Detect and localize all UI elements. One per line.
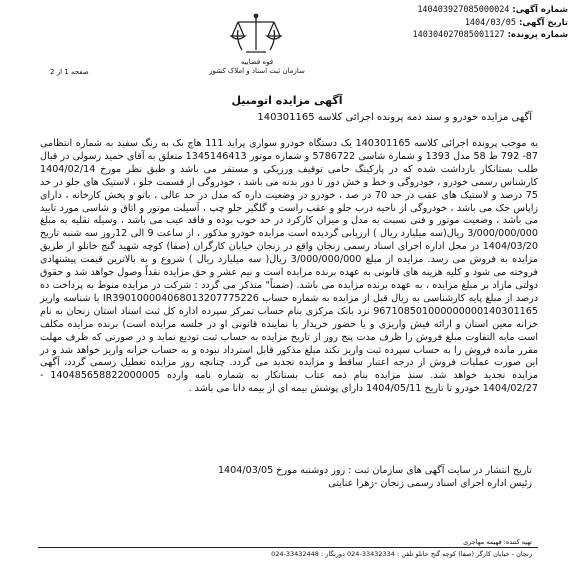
case-number: 140304027085001127: [412, 30, 505, 40]
office-address: زنجان - خیابان کارگر (صفا) کوچه گنج خانلو تلفن : 33432334-024 دورنگار : 33432448-024: [271, 550, 532, 558]
closing-block: [218, 464, 532, 490]
case-number-label: شماره پرونده:: [507, 30, 568, 40]
signature-line: رئیس اداره اجرای اسناد رسمی زنجان -زهرا عنایتی: [328, 478, 532, 489]
notice-date-label: تاریخ آگهی:: [518, 17, 568, 28]
org-name-line2: سازمان ثبت اسناد و املاک کشور: [209, 67, 305, 75]
notice-date: 1404/03/05: [464, 17, 516, 28]
prepared-by: تهیه کننده: فهیمه مهاجری: [463, 538, 532, 546]
notice-number: 140403927085000024: [417, 5, 510, 15]
body-paragraph: به موجب پرونده اجرائی کلاسه 140301165 یک دستگاه خودرو سواری پراید 111 هاچ بک به رنگ سفید به شماره انتظامی 87- 792 ط 58 مدل 1393 و شماره شاسی 5786722 و شماره موتور 1345146413 متعلق به آقای حمید رسولی در قبال طلب بستانکار بازداشت شده که در پارکینگ حامی توقیف ورزیکی و مستقر می باشد و طبق نظر مورخ 1404/02/14 کارشناس رسمی خودرو ، خودروگی و خط و خش دور تا دور بدنه می باشد ، خودروگی از قسمت جلو ، لاستیک های جلو در حد 75 درصد و لاستیک های عقب در حد 70 در صد ، خودرو در وضعیت داره که مدل در حد عالی ، باتو و پخش کارخانه ، دارای زاپاس جک می باشد ، خودروگی از ناحیه درب جلو و عقب راست و گلگیر جلو چپ ، آسیلت موتور و اتاق و شاسی مورد تایید می باشد ، وضعیت موتور و فنی نسبت به مدل و میزان کارکرد در حد خوب بوده و فاقد عیب می باشد ، وسیله نقلیه به مبلغ 3/000/000/000 ریال(سه میلیارد ریال ) ارزیابی گردیده است مزایده خودرو مذکور ، از ساعت 9 الی 12روز سه شنبه تاریخ 1404/03/20 در محل اداره اجرای اسناد رسمی زنجان واقع در زنجان خیابان کارگران (صفا) کوچه شهید گنج خانلو از طریق مزایده به فروش می رسد. مزایده از مبلغ 3/000/000/000 ریال( سه میلیارد ریال ) شروع و به بالاترین قیمت پیشنهادی فروخته می شود و کلیه هزینه های قانونی به عهده برنده مزایده است و نیم عشر و حق مزایده نقداً وصول خواهد شد و حقوق دولتی مازاد بر مبلغ مزایده ، به عهده برنده مزایده می باشد. (ضمناً" متذکر می گردد : شرکت در مزایده منوط به پرداخت ده درصد از مبلغ پایه کارشناسی به ریال قبل از مزایده به شماره حساب IR390100004068013207775226 با شناسه واریز 967108501000000000140301165 نزد بانک مرکزی بنام حساب تمرکز سپرده اداره کل ثبت اسناد استان زنجان به نام خزانه معین استان و ارائه فیش واریزی و یا حضور خریدار یا نماینده قانونی او در جلسه مزایده است) برنده مزایده مکلف است مابه التفاوت مبلغ فروش را ظرف مدت پنج روز از تاریخ مزایده به حساب ثبت تودیع نماید و در صورتی که ظرف مهلت مقرر مانده فروش را به حساب سپرده ثبت واریز نکند مبلغ مذکور قابل استرداد نبوده و به حساب خزانه واریز خواهد شد و در این صورت عملیات فروش از درجه اعتبار ساقط و مزایده تجدید می گردد. چنانچه روز مزایده تعطیل رسمی گردد، آگهی مزایده تجدید خواهد شد. سند مزایده بنام ذمه عتاب بستانکار به شماره نامه وارده 140485658822000005 - 1404/02/27 خودرو تا تاریخ 1404/05/11 دارای پوشش بیمه ای از بیمه دانا می باشد .: [40, 138, 539, 395]
page-title: آگهی مزایده اتومبیل: [231, 94, 343, 107]
notice-date-row: [413, 17, 569, 30]
org-name-line1: قوه قضاییه: [240, 58, 274, 66]
judiciary-emblem-icon: [228, 10, 284, 58]
case-number-row: [413, 29, 569, 42]
page-info: صفحه 1 از 2: [50, 68, 89, 76]
notice-body: [40, 138, 538, 396]
page-subtitle: آگهی مزایده خودرو و سند ذمه پرونده اجرائی کلاسه 140301165: [257, 112, 532, 123]
notice-number-row: [413, 4, 569, 17]
notice-meta: [413, 4, 569, 42]
organization-name: [196, 58, 318, 76]
notice-number-label: شماره آگهی:: [512, 5, 568, 15]
publish-date-line: تاریخ انتشار در سایت آگهی های سازمان ثبت : روز دوشنبه مورخ 1404/03/05: [217, 465, 532, 476]
footer-divider: [38, 547, 538, 548]
